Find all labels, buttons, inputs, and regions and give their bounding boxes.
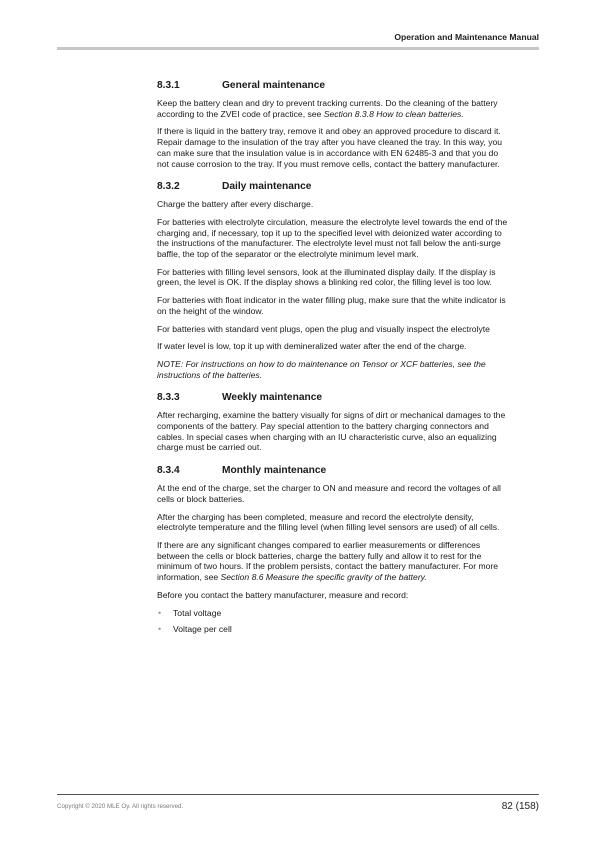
paragraph: For batteries with electrolyte circulation, measure the electrolyte level towards the end of the charging and, if necessary, top it up to the specified level with deionized water according to the instructions of the manufacturer. The electrolyte level must not fall below the anti-surge baffle, the top of the separator or the electrolyte minimum level mark. [157,216,508,260]
punctuation: . [424,572,427,583]
bullet-icon: • [158,607,162,618]
paragraph: After recharging, examine the battery visually for signs of dirt or mechanical damages to the components of the battery. Pay special attention to the battery charging connectors and cables. In special cases when charging with an IU characteristic curve, also an equalizing charge must be carried out. [157,410,506,453]
cross-reference-link[interactable]: Section 8.3.8 How to clean batteries [323,108,462,119]
section-title: General maintenance [222,80,326,91]
section-heading-daily [157,181,509,193]
paragraph: For batteries with filling level sensors, look at the illuminated display daily. If the display is green, the level is OK. If the display shows a blinking red color, the filling level is too low. [157,266,496,288]
paragraph [157,98,509,119]
section-heading-general [157,80,509,92]
list-item-text: Total voltage [173,607,222,618]
section-number: 8.3.1 [157,80,180,91]
paragraph: For batteries with standard vent plugs, open the plug and visually inspect the electrolyte [157,323,490,334]
paragraph: At the end of the charge, set the charger to ON and measure and record the voltages of all cells or block batteries. [157,483,501,504]
section-title: Weekly maintenance [222,392,323,404]
list-item [157,624,509,635]
bullet-icon: • [158,624,162,635]
section-number: 8.3.3 [157,392,180,404]
paragraph: If water level is low, top it up with demineralized water after the end of the charge. [157,341,467,352]
header-divider [57,47,539,50]
document-body [157,80,509,641]
measurement-list [157,608,509,635]
paragraph-text: Keep the battery clean and dry to prevent tracking currents. Do the cleaning of the battery according to the ZVEI code of practice, see [157,98,498,119]
paragraph: Charge the battery after every discharge. [157,199,314,210]
copyright-notice: Copyright © 2020 MLE Oy. All rights reserved. [57,803,184,810]
cross-reference-link[interactable]: Section 8.6 Measure the specific gravity of the battery [220,572,425,583]
section-number: 8.3.2 [157,181,180,193]
section-title: Daily maintenance [222,181,312,193]
page-number: 82 (158) [501,801,539,812]
note: NOTE: For instructions on how to do maintenance on Tensor or XCF batteries, see the instructions of the batteries. [157,358,486,380]
list-item-text: Voltage per cell [173,624,232,635]
section-heading-monthly [157,465,509,477]
paragraph: After the charging has been completed, measure and record the electrolyte density, electrolyte temperature and the filling level (when filling level sensors are used) of all cells. [157,511,500,533]
paragraph-text: If there are any significant changes compared to earlier measurements or differences between the cells or block batteries, charge the battery fully and allow it to rest for the minimum of two hours. If the problem persists, contact the battery manufacturer. For more information, see [157,539,499,583]
header-title: Operation and Maintenance Manual [394,32,539,42]
list-item [157,608,509,619]
footer-divider [57,794,539,795]
section-heading-weekly [157,392,509,404]
paragraph [157,540,509,583]
paragraph: If there is liquid in the battery tray, remove it and obey an approved procedure to discard it. Repair damage to the insulation of the tray after you have cleaned the tray. In this way, you can make sure that the insulation value is in accordance with EN 62485-3 and that you do not cause corrosion to the tray. If you must remove cells, contact the battery manufacturer. [157,126,503,169]
section-number: 8.3.4 [157,465,180,477]
section-title: Monthly maintenance [222,465,327,477]
paragraph: For batteries with float indicator in the water filling plug, make sure that the white indicator is on the height of the window. [157,295,506,316]
punctuation: . [461,108,464,119]
paragraph: Before you contact the battery manufacturer, measure and record: [157,589,409,600]
